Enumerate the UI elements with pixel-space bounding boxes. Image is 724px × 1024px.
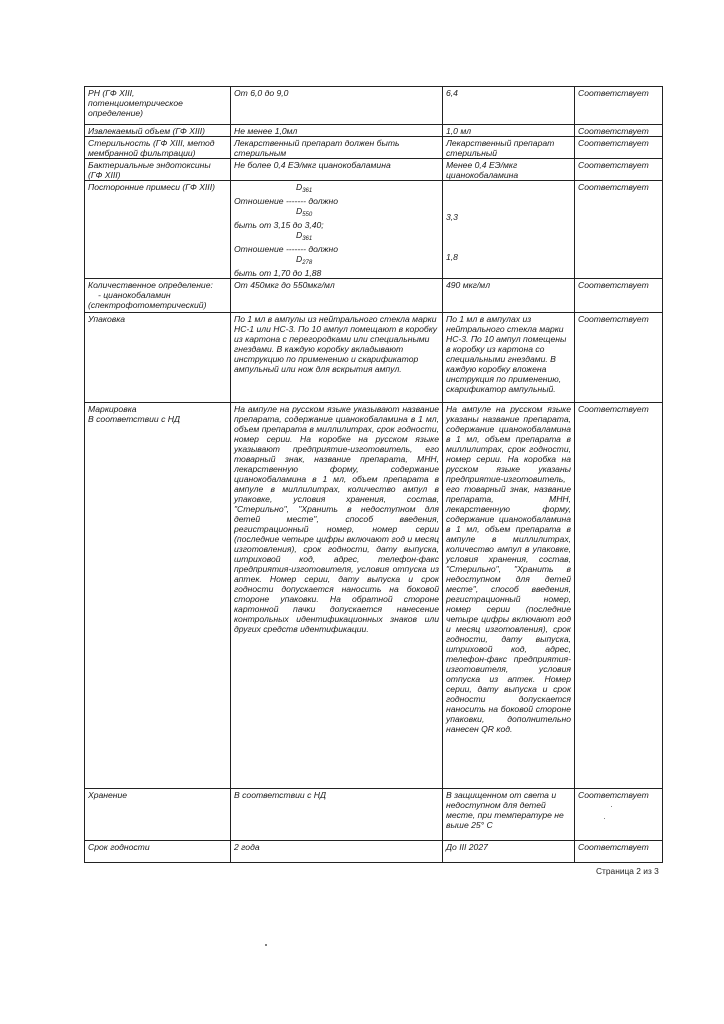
ratio-range: быть от 1,70 до 1,88 xyxy=(234,268,322,278)
param-conclusion: Соответствует xyxy=(575,137,663,159)
param-result: До III 2027 xyxy=(443,841,575,863)
param-name xyxy=(85,279,231,313)
assay-title: Количественное определение: xyxy=(88,280,213,290)
table-row xyxy=(85,789,663,841)
labeling-title: Маркировка xyxy=(88,404,137,414)
formula-subscript: 361 xyxy=(302,188,313,194)
scan-speck xyxy=(265,944,267,946)
param-norm: На ампуле на русском языке указывают название препарата, содержание цианокобаламина в 1 мл, объем препарата в миллилитрах, срок годности, номер серии. На коробке на русском языке указывают предприятие-изготовитель, его товарный знак, название препарата, МНН, лекарственную форму, содержание цианокобаламина в 1 мл, объем препарата в ампуле в миллилитрах, количество ампул в упаковке, условия хранения, состав, "Стерильно", "Хранить в недоступном для детей месте", способ введения, регистрационный номер, номер серии (последние четыре цифры включают год и месяц изготовления), срок годности, дату выпуска, штриховой код, адрес, телефон-факс предприятия-изготовителя, условия отпуска из аптек. Номер серии, дату выпуска и срок годности допускается наносить на боковой стороне упаковки. На обратной стороне картонной пачки допускается нанесение контрольных идентификационных знаков или других средств идентификации. xyxy=(231,403,443,789)
param-result: 490 мкг/мл xyxy=(443,279,575,313)
param-conclusion: Соответствует xyxy=(575,313,663,403)
param-norm: В соответствии с НД xyxy=(231,789,443,841)
param-name: Срок годности xyxy=(85,841,231,863)
param-norm: Лекарственный препарат должен быть стерильным xyxy=(231,137,443,159)
table-row xyxy=(85,279,663,313)
param-conclusion: Соответствует xyxy=(575,841,663,863)
formula-subscript: 278 xyxy=(302,260,313,266)
ratio-label: Отношение ------- должно xyxy=(234,244,338,254)
param-name xyxy=(85,403,231,789)
table-row xyxy=(85,137,663,159)
formula-symbol: D xyxy=(296,182,303,192)
param-conclusion: Соответствует xyxy=(575,789,663,841)
param-conclusion: Соответствует xyxy=(575,279,663,313)
param-conclusion: Соответствует xyxy=(575,125,663,137)
param-norm: 2 года xyxy=(231,841,443,863)
param-result: 6,4 xyxy=(443,87,575,125)
param-name: Стерильность (ГФ XIII, метод мембранной фильтрации) xyxy=(85,137,231,159)
param-norm: От 6,0 до 9,0 xyxy=(231,87,443,125)
param-conclusion: Соответствует xyxy=(575,159,663,181)
formula-symbol: D xyxy=(296,254,303,264)
table-row xyxy=(85,159,663,181)
page-number: Страница 2 из 3 xyxy=(596,866,659,876)
param-conclusion: Соответствует xyxy=(575,87,663,125)
ratio-label: Отношение ------- должно xyxy=(234,196,338,206)
assay-substance: - цианокобаламин xyxy=(98,290,171,300)
param-conclusion: Соответствует xyxy=(575,403,663,789)
result-value: 3,3 xyxy=(446,212,458,222)
formula-subscript: 550 xyxy=(302,212,313,218)
param-name: PH (ГФ XIII, потенциометрическое определение) xyxy=(85,87,231,125)
table-row xyxy=(85,313,663,403)
param-norm: По 1 мл в ампулы из нейтрального стекла марки НС-1 или НС-3. По 10 ампул помещают в коробку из картона с перегородками или специальными гнездами. В каждую коробку вкладывают инструкцию по применению и скарификатор ампульный или нож для вскрытия ампул. xyxy=(231,313,443,403)
param-result: Менее 0,4 ЕЭ/мкг цианокобаламина xyxy=(443,159,575,181)
formula-symbol: D xyxy=(296,206,303,216)
ratio-range: быть от 3,15 до 3,40; xyxy=(234,220,324,230)
param-name: Хранение xyxy=(85,789,231,841)
param-name: Посторонние примеси (ГФ XIII) xyxy=(85,181,231,279)
param-result: Лекарственный препарат стерильный xyxy=(443,137,575,159)
param-name: Извлекаемый объем (ГФ XIII) xyxy=(85,125,231,137)
param-name: Упаковка xyxy=(85,313,231,403)
param-result: 1,0 мл xyxy=(443,125,575,137)
param-norm: От 450мкг до 550мкг/мл xyxy=(231,279,443,313)
param-result: На ампуле на русском языке указаны название препарата, содержание цианокобаламина в 1 мл, объем препарата в миллилитрах, срок годности, номер серии. На коробка на русском языке указаны предприятие-изготовитель, его товарный знак, название препарата, МНН, лекарственную форму, содержание цианокобаламина в 1 мл, объем препарата в ампуле в миллилитрах, количество ампул в упаковке, условия хранения, состав, "Стерильно", "Хранить в недоступном для детей месте", способ введения, регистрационный номер, номер серии (последние четыре цифры включают год и месяц изготовления), срок годности, дату выпуска, штриховой код, адрес, телефон-факс предприятия-изготовителя, условия отпуска из аптек. Номер серии, дату выпуска и срок годности допускается наносить на боковой стороне упаковки, дополнительно нанесен QR код. xyxy=(443,403,575,789)
param-norm: Не более 0,4 ЕЭ/мкг цианокобаламина xyxy=(231,159,443,181)
param-name: Бактериальные эндотоксины (ГФ XIII) xyxy=(85,159,231,181)
table-row xyxy=(85,841,663,863)
assay-method: (спектрофотометрический) xyxy=(88,300,207,310)
result-value: 1,8 xyxy=(446,252,458,262)
param-result xyxy=(443,181,575,279)
param-result: По 1 мл в ампулах из нейтрального стекла марки НС-3. По 10 ампул помещены в коробку из картона со специальными гнездами. В каждую коробку вложена инструкция по применению, скарификатор ампульный. xyxy=(443,313,575,403)
scan-speck xyxy=(611,806,612,807)
scan-speck xyxy=(604,818,605,819)
table-row xyxy=(85,87,663,125)
formula-symbol: D xyxy=(296,230,303,240)
param-norm xyxy=(231,181,443,279)
table-row xyxy=(85,125,663,137)
param-norm: Не менее 1,0мл xyxy=(231,125,443,137)
param-conclusion: Соответствует xyxy=(575,181,663,279)
formula-subscript: 361 xyxy=(302,236,313,242)
quality-table xyxy=(84,86,663,863)
table-row xyxy=(85,403,663,789)
labeling-subtitle: В соответствии с НД xyxy=(88,414,181,424)
table-row xyxy=(85,181,663,279)
param-result: В защищенном от света и недоступном для детей месте, при температуре не выше 25° С xyxy=(443,789,575,841)
